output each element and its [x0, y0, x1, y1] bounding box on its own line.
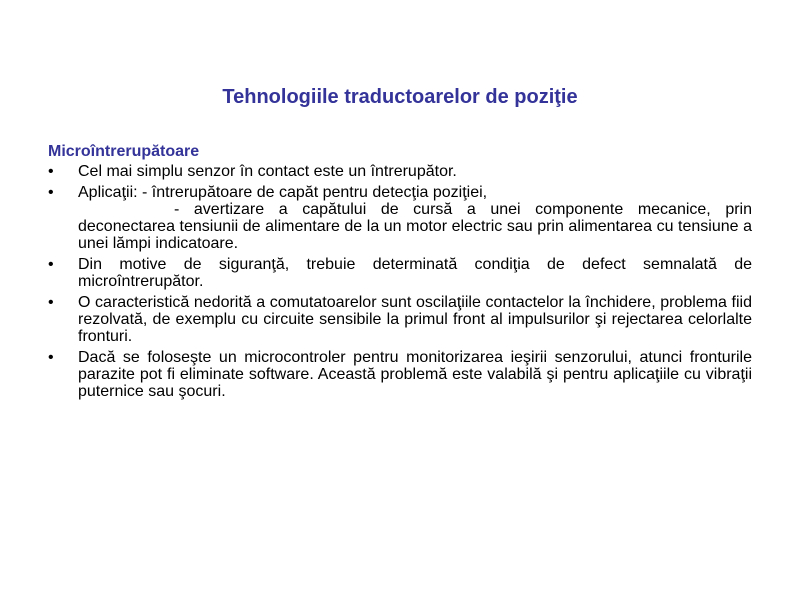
- slide-content: [48, 143, 752, 404]
- list-item: [48, 349, 752, 400]
- list-item-text: Cel mai simplu senzor în contact este un întrerupător.: [78, 163, 457, 180]
- list-item-text: Dacă se foloseşte un microcontroler pentru monitorizarea ieşirii senzorului, atunci fronturile parazite pot fi eliminate software. Această problemă este valabilă şi pentru aplicaţiile cu vibraţii puternice sau şocuri.: [78, 349, 752, 400]
- list-item-continuation: - avertizare a capătului de cursă a unei componente mecanice, prin deconectarea tensiunii de alimentare de la un motor electric sau prin alimentarea cu tensiune a unei lămpi indicatoare.: [78, 201, 752, 252]
- bullet-icon: •: [48, 349, 54, 366]
- bullet-icon: •: [48, 294, 54, 311]
- list-item: [48, 163, 752, 180]
- list-item: [48, 184, 752, 252]
- list-item-text: Din motive de siguranţă, trebuie determinată condiţia de defect semnalată de microîntrerupător.: [78, 256, 752, 290]
- list-item-text: O caracteristică nedorită a comutatoarelor sunt oscilaţiile contactelor la închidere, problema fiid rezolvată, de exemplu cu circuite sensibile la primul front al impulsurilor şi rejectarea celorlalte fronturi.: [78, 294, 752, 345]
- section-heading: Microîntrerupătoare: [48, 143, 200, 160]
- list-item: [48, 294, 752, 345]
- bullet-icon: •: [48, 163, 54, 180]
- slide-title: Tehnologiile traductoarelor de poziţie: [222, 86, 578, 108]
- bullet-icon: •: [48, 256, 54, 273]
- bullet-icon: •: [48, 184, 54, 201]
- list-item-text: Aplicaţii: - întrerupătoare de capăt pentru detecţia poziţiei,: [78, 184, 488, 201]
- list-item: [48, 256, 752, 290]
- bullet-list: [48, 163, 752, 400]
